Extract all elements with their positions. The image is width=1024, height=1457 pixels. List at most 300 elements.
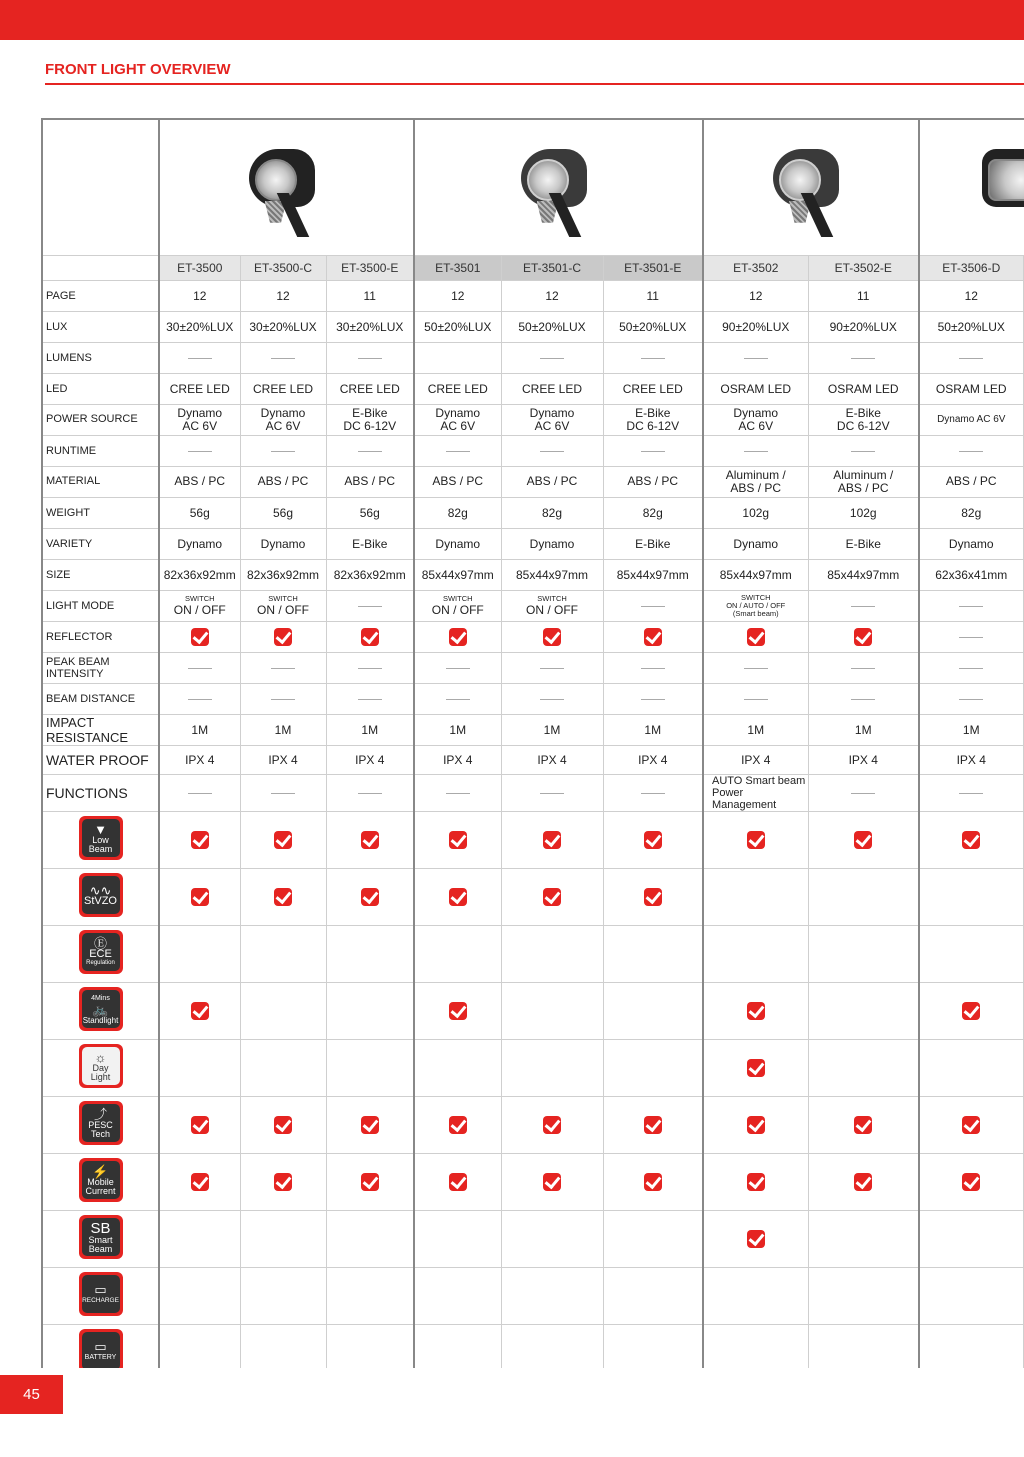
mobile-current-icon: ⚡ Mobile Current bbox=[79, 1158, 123, 1202]
product-image-et3502 bbox=[703, 119, 919, 255]
lux-value: 30±20%LUX bbox=[240, 311, 326, 342]
weight-value: 102g bbox=[703, 497, 808, 528]
water-value: IPX 4 bbox=[603, 745, 703, 774]
feature-cell bbox=[703, 925, 808, 982]
functions-value bbox=[919, 774, 1023, 811]
beam-distance-value bbox=[240, 683, 326, 714]
headlight-image bbox=[509, 131, 609, 241]
feature-cell bbox=[501, 982, 603, 1039]
beam-distance-value bbox=[703, 683, 808, 714]
page-value: 12 bbox=[501, 280, 603, 311]
material-value bbox=[703, 466, 808, 497]
model-name: ET-3502-E bbox=[808, 255, 919, 280]
check-icon bbox=[747, 1173, 765, 1191]
check-icon bbox=[747, 1230, 765, 1248]
weight-value: 82g bbox=[414, 497, 501, 528]
peak-value bbox=[703, 652, 808, 683]
on-off-label: ON / OFF bbox=[257, 602, 309, 617]
dash bbox=[271, 793, 295, 794]
feature-cell bbox=[414, 868, 501, 925]
material-line-1: Aluminum / bbox=[833, 467, 894, 482]
feature-cell bbox=[603, 1267, 703, 1324]
standlight-icon: 4Mins 🚲 Standlight bbox=[79, 987, 123, 1031]
smart-beam-text-1: Smart bbox=[88, 1234, 113, 1245]
feature-cell bbox=[808, 925, 919, 982]
check-icon bbox=[854, 628, 872, 646]
feature-cell bbox=[501, 925, 603, 982]
feature-cell bbox=[808, 1324, 919, 1368]
led-value: CREE LED bbox=[501, 373, 603, 404]
feature-cell bbox=[159, 811, 240, 868]
check-icon bbox=[274, 1116, 292, 1134]
beam-distance-value bbox=[326, 683, 414, 714]
reflector-value bbox=[703, 621, 808, 652]
feature-cell bbox=[703, 1096, 808, 1153]
dash bbox=[959, 451, 983, 452]
material-value: ABS / PC bbox=[501, 466, 603, 497]
lumens-value bbox=[240, 342, 326, 373]
light-mode-value bbox=[808, 590, 919, 621]
feature-cell bbox=[240, 925, 326, 982]
check-icon bbox=[191, 628, 209, 646]
row-label-led: LED bbox=[42, 373, 159, 404]
functions-line-1: AUTO Smart beam bbox=[712, 774, 806, 787]
feature-cell bbox=[919, 1267, 1023, 1324]
material-value bbox=[808, 466, 919, 497]
light-mode-value bbox=[326, 590, 414, 621]
size-value: 85x44x97mm bbox=[501, 559, 603, 590]
water-value: IPX 4 bbox=[326, 745, 414, 774]
feature-cell bbox=[414, 1267, 501, 1324]
lux-value: 30±20%LUX bbox=[159, 311, 240, 342]
model-name: ET-3501 bbox=[414, 255, 501, 280]
led-value: OSRAM LED bbox=[919, 373, 1023, 404]
dash bbox=[358, 668, 382, 669]
check-icon bbox=[644, 1173, 662, 1191]
feature-cell bbox=[808, 982, 919, 1039]
check-icon bbox=[361, 1173, 379, 1191]
feature-cell bbox=[919, 1096, 1023, 1153]
dash bbox=[851, 358, 875, 359]
reflector-value bbox=[414, 621, 501, 652]
page-value: 11 bbox=[326, 280, 414, 311]
row-label-functions: FUNCTIONS bbox=[42, 774, 159, 811]
check-icon bbox=[361, 888, 379, 906]
dash bbox=[358, 793, 382, 794]
row-label-runtime: RUNTIME bbox=[42, 435, 159, 466]
check-icon bbox=[191, 888, 209, 906]
lux-value: 90±20%LUX bbox=[703, 311, 808, 342]
header-corner bbox=[42, 119, 159, 255]
impact-value: 1M bbox=[159, 714, 240, 745]
check-icon bbox=[747, 1116, 765, 1134]
peak-value bbox=[603, 652, 703, 683]
feature-cell bbox=[326, 1153, 414, 1210]
feature-cell bbox=[703, 1267, 808, 1324]
feature-cell bbox=[603, 1096, 703, 1153]
beam-distance-value bbox=[808, 683, 919, 714]
switch-label: SWITCH bbox=[740, 592, 771, 602]
peak-value bbox=[414, 652, 501, 683]
row-label-beam-distance: BEAM DISTANCE bbox=[42, 683, 159, 714]
feature-low-beam bbox=[42, 811, 159, 868]
variety-value: E-Bike bbox=[808, 528, 919, 559]
dash bbox=[188, 793, 212, 794]
runtime-value bbox=[501, 435, 603, 466]
size-value: 85x44x97mm bbox=[603, 559, 703, 590]
material-value: ABS / PC bbox=[603, 466, 703, 497]
feature-cell bbox=[919, 982, 1023, 1039]
beam-distance-value bbox=[414, 683, 501, 714]
feature-standlight bbox=[42, 982, 159, 1039]
lumens-value bbox=[703, 342, 808, 373]
dash bbox=[851, 451, 875, 452]
functions-value bbox=[808, 774, 919, 811]
feature-cell bbox=[703, 1153, 808, 1210]
material-line-2: ABS / PC bbox=[837, 480, 889, 495]
power-line-1: E-Bike bbox=[352, 405, 388, 420]
feature-stvzo bbox=[42, 868, 159, 925]
dash bbox=[188, 699, 212, 700]
check-icon bbox=[191, 831, 209, 849]
runtime-value bbox=[159, 435, 240, 466]
dash bbox=[446, 668, 470, 669]
dash bbox=[271, 358, 295, 359]
impact-value: 1M bbox=[919, 714, 1023, 745]
dash bbox=[271, 668, 295, 669]
peak-value bbox=[159, 652, 240, 683]
lux-value: 50±20%LUX bbox=[603, 311, 703, 342]
row-label-material: MATERIAL bbox=[42, 466, 159, 497]
light-mode-value bbox=[240, 590, 326, 621]
dash bbox=[744, 451, 768, 452]
dash bbox=[959, 606, 983, 607]
check-icon bbox=[449, 1002, 467, 1020]
feature-cell bbox=[414, 1324, 501, 1368]
functions-line-2: Power Management bbox=[712, 786, 777, 811]
check-icon bbox=[747, 1002, 765, 1020]
feature-cell bbox=[326, 1267, 414, 1324]
smart-beam-text-2: Beam bbox=[88, 1243, 113, 1254]
pesc-tech-icon: ⤴ PESC Tech bbox=[79, 1101, 123, 1145]
check-icon bbox=[449, 888, 467, 906]
power-line-1: Dynamo bbox=[260, 405, 306, 420]
led-value: CREE LED bbox=[326, 373, 414, 404]
dash bbox=[851, 793, 875, 794]
row-label-light-mode: LIGHT MODE bbox=[42, 590, 159, 621]
model-name: ET-3500 bbox=[159, 255, 240, 280]
daylight-icon: ☼ Day Light bbox=[79, 1044, 123, 1088]
dash bbox=[358, 358, 382, 359]
headlight-image bbox=[761, 131, 861, 241]
functions-value bbox=[703, 774, 808, 811]
dash bbox=[959, 793, 983, 794]
dash bbox=[641, 358, 665, 359]
check-icon bbox=[191, 1116, 209, 1134]
ece-text: ECE bbox=[89, 947, 112, 960]
dash bbox=[358, 451, 382, 452]
feature-cell bbox=[919, 1039, 1023, 1096]
lux-value: 50±20%LUX bbox=[919, 311, 1023, 342]
peak-value bbox=[808, 652, 919, 683]
auto-label: ON / AUTO / OFF bbox=[726, 600, 786, 610]
low-beam-text-1: Low bbox=[92, 834, 109, 845]
power-line-2: AC 6V bbox=[738, 418, 774, 433]
lux-value: 50±20%LUX bbox=[501, 311, 603, 342]
light-mode-value bbox=[414, 590, 501, 621]
runtime-value bbox=[326, 435, 414, 466]
smart-beam-icon bbox=[79, 1215, 123, 1259]
row-label-variety: VARIETY bbox=[42, 528, 159, 559]
check-icon bbox=[644, 628, 662, 646]
functions-value bbox=[159, 774, 240, 811]
check-icon bbox=[274, 628, 292, 646]
on-off-label: ON / OFF bbox=[526, 602, 578, 617]
feature-cell bbox=[159, 1210, 240, 1267]
feature-cell bbox=[603, 1153, 703, 1210]
model-label-cell bbox=[42, 255, 159, 280]
feature-cell bbox=[414, 1153, 501, 1210]
low-beam-icon: ▼ Low Beam bbox=[79, 816, 123, 860]
led-value: CREE LED bbox=[159, 373, 240, 404]
model-name: ET-3501-E bbox=[603, 255, 703, 280]
impact-value: 1M bbox=[808, 714, 919, 745]
feature-smart-beam bbox=[42, 1210, 159, 1267]
feature-cell bbox=[326, 811, 414, 868]
reflector-value bbox=[240, 621, 326, 652]
feature-cell bbox=[703, 1324, 808, 1368]
check-icon bbox=[543, 628, 561, 646]
water-value: IPX 4 bbox=[703, 745, 808, 774]
dash bbox=[641, 606, 665, 607]
water-value: IPX 4 bbox=[159, 745, 240, 774]
check-icon bbox=[449, 628, 467, 646]
ece-subtext: Regulation bbox=[86, 959, 115, 966]
feature-cell bbox=[703, 811, 808, 868]
feature-cell bbox=[808, 811, 919, 868]
peak-value bbox=[326, 652, 414, 683]
model-name: ET-3506-D bbox=[919, 255, 1023, 280]
check-icon bbox=[543, 888, 561, 906]
dash bbox=[446, 793, 470, 794]
feature-pesc bbox=[42, 1096, 159, 1153]
switch-label: SWITCH bbox=[184, 593, 215, 603]
impact-value: 1M bbox=[240, 714, 326, 745]
headlight-image bbox=[237, 131, 337, 241]
lumens-value bbox=[159, 342, 240, 373]
model-name: ET-3501-C bbox=[501, 255, 603, 280]
runtime-value bbox=[240, 435, 326, 466]
feature-cell bbox=[414, 925, 501, 982]
functions-value bbox=[240, 774, 326, 811]
power-line-2: AC 6V bbox=[265, 418, 301, 433]
power-line-2: AC 6V bbox=[440, 418, 476, 433]
on-off-label: ON / OFF bbox=[173, 602, 226, 617]
power-value bbox=[703, 404, 808, 435]
feature-cell bbox=[808, 868, 919, 925]
feature-cell bbox=[240, 811, 326, 868]
page-value: 11 bbox=[603, 280, 703, 311]
dash bbox=[851, 606, 875, 607]
check-icon bbox=[644, 1116, 662, 1134]
power-line-2: DC 6-12V bbox=[626, 418, 680, 433]
power-line-2: AC 6V bbox=[534, 418, 570, 433]
feature-cell bbox=[919, 868, 1023, 925]
row-label-weight: WEIGHT bbox=[42, 497, 159, 528]
reflector-value bbox=[159, 621, 240, 652]
check-icon bbox=[962, 1173, 980, 1191]
runtime-value bbox=[603, 435, 703, 466]
functions-value bbox=[326, 774, 414, 811]
variety-value: Dynamo bbox=[919, 528, 1023, 559]
dash bbox=[959, 699, 983, 700]
size-value: 85x44x97mm bbox=[414, 559, 501, 590]
row-label-reflector: REFLECTOR bbox=[42, 621, 159, 652]
feature-cell bbox=[501, 1039, 603, 1096]
power-value bbox=[159, 404, 240, 435]
dash bbox=[540, 699, 564, 700]
feature-cell bbox=[603, 868, 703, 925]
feature-cell bbox=[501, 1324, 603, 1368]
check-icon bbox=[274, 831, 292, 849]
feature-cell bbox=[414, 1210, 501, 1267]
variety-value: Dynamo bbox=[703, 528, 808, 559]
light-mode-value bbox=[159, 590, 240, 621]
beam-distance-value bbox=[603, 683, 703, 714]
dash bbox=[959, 358, 983, 359]
dash bbox=[358, 699, 382, 700]
check-icon bbox=[543, 831, 561, 849]
check-icon bbox=[361, 831, 379, 849]
led-value: CREE LED bbox=[414, 373, 501, 404]
feature-cell bbox=[919, 1324, 1023, 1368]
feature-cell bbox=[159, 982, 240, 1039]
dash bbox=[540, 358, 564, 359]
check-icon bbox=[191, 1173, 209, 1191]
feature-cell bbox=[159, 1039, 240, 1096]
feature-cell bbox=[159, 1324, 240, 1368]
feature-cell bbox=[603, 811, 703, 868]
variety-value: Dynamo bbox=[501, 528, 603, 559]
power-line-1: E-Bike bbox=[635, 405, 671, 420]
check-icon bbox=[962, 1002, 980, 1020]
feature-cell bbox=[326, 868, 414, 925]
dash bbox=[744, 358, 768, 359]
light-mode-value bbox=[703, 590, 808, 621]
product-image-et3506 bbox=[919, 119, 1024, 255]
power-line-1: Dynamo bbox=[733, 405, 779, 420]
model-name: ET-3502 bbox=[703, 255, 808, 280]
check-icon bbox=[274, 888, 292, 906]
power-value bbox=[808, 404, 919, 435]
row-label-impact: IMPACT RESISTANCE bbox=[42, 714, 159, 745]
recharge-text: RECHARGE bbox=[82, 1297, 119, 1304]
feature-cell bbox=[919, 811, 1023, 868]
standlight-text: Standlight bbox=[82, 1015, 119, 1025]
feature-cell bbox=[501, 868, 603, 925]
row-label-page: PAGE bbox=[42, 280, 159, 311]
lumens-value bbox=[501, 342, 603, 373]
feature-cell bbox=[703, 1210, 808, 1267]
runtime-value bbox=[414, 435, 501, 466]
feature-cell bbox=[919, 925, 1023, 982]
dash bbox=[540, 668, 564, 669]
light-mode-value bbox=[603, 590, 703, 621]
dash bbox=[641, 668, 665, 669]
water-value: IPX 4 bbox=[501, 745, 603, 774]
peak-value bbox=[240, 652, 326, 683]
feature-cell bbox=[808, 1039, 919, 1096]
size-value: 82x36x92mm bbox=[240, 559, 326, 590]
standlight-time: 4Mins bbox=[91, 994, 110, 1002]
led-value: CREE LED bbox=[603, 373, 703, 404]
page-value: 12 bbox=[919, 280, 1023, 311]
functions-value bbox=[603, 774, 703, 811]
dash bbox=[959, 668, 983, 669]
check-icon bbox=[644, 831, 662, 849]
dash bbox=[744, 668, 768, 669]
row-label-power-source: POWER SOURCE bbox=[42, 404, 159, 435]
feature-cell bbox=[159, 1267, 240, 1324]
check-icon bbox=[449, 1116, 467, 1134]
feature-cell bbox=[603, 1324, 703, 1368]
feature-daylight bbox=[42, 1039, 159, 1096]
row-label-size: SIZE bbox=[42, 559, 159, 590]
check-icon bbox=[543, 1116, 561, 1134]
row-label-peak-beam: PEAK BEAM INTENSITY bbox=[42, 652, 159, 683]
dash bbox=[271, 699, 295, 700]
ece-icon: Ⓔ ECE Regulation bbox=[79, 930, 123, 974]
led-value: OSRAM LED bbox=[808, 373, 919, 404]
weight-value: 56g bbox=[326, 497, 414, 528]
beam-distance-value bbox=[159, 683, 240, 714]
check-icon bbox=[747, 831, 765, 849]
feature-cell bbox=[240, 1210, 326, 1267]
recharge-icon: ▭ RECHARGE bbox=[79, 1272, 123, 1316]
feature-cell bbox=[240, 868, 326, 925]
peak-value bbox=[501, 652, 603, 683]
dash bbox=[851, 668, 875, 669]
runtime-value bbox=[919, 435, 1023, 466]
weight-value: 56g bbox=[159, 497, 240, 528]
check-icon bbox=[854, 831, 872, 849]
power-line-1: Dynamo bbox=[529, 405, 575, 420]
led-value: OSRAM LED bbox=[703, 373, 808, 404]
feature-cell bbox=[414, 1096, 501, 1153]
feature-cell bbox=[240, 1324, 326, 1368]
dash bbox=[188, 451, 212, 452]
check-icon bbox=[361, 628, 379, 646]
variety-value: Dynamo bbox=[240, 528, 326, 559]
feature-cell bbox=[326, 982, 414, 1039]
variety-value: E-Bike bbox=[603, 528, 703, 559]
check-icon bbox=[191, 1002, 209, 1020]
dash bbox=[446, 699, 470, 700]
check-icon bbox=[449, 1173, 467, 1191]
feature-cell bbox=[414, 1039, 501, 1096]
impact-value: 1M bbox=[414, 714, 501, 745]
feature-cell bbox=[501, 811, 603, 868]
mobile-text-2: Current bbox=[85, 1185, 116, 1196]
product-image-et3500 bbox=[159, 119, 414, 255]
weight-value: 82g bbox=[603, 497, 703, 528]
feature-cell bbox=[603, 1210, 703, 1267]
feature-cell bbox=[808, 1096, 919, 1153]
peak-value bbox=[919, 652, 1023, 683]
led-value: CREE LED bbox=[240, 373, 326, 404]
dash bbox=[188, 358, 212, 359]
page-value: 12 bbox=[414, 280, 501, 311]
